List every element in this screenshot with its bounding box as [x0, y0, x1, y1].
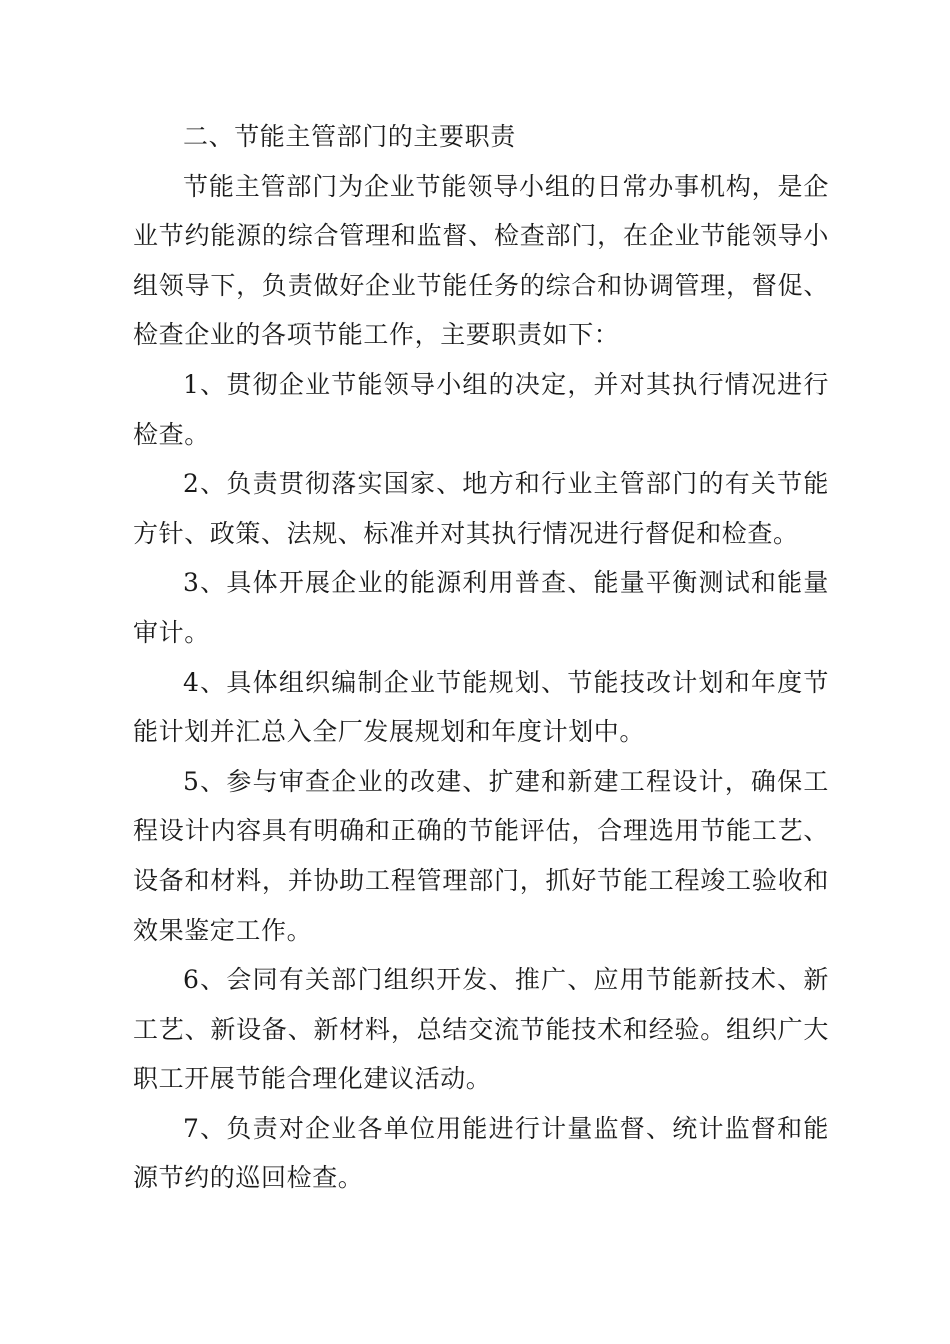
- duty-item-1: 1、贯彻企业节能领导小组的决定，并对其执行情况进行检查。: [133, 369, 829, 449]
- duty-item-5: 5、参与审查企业的改建、扩建和新建工程设计，确保工程设计内容具有明确和正确的节能评估，合理选用节能工艺、设备和材料，并协助工程管理部门，抓好节能工程竣工验收和效果鉴定工作。: [133, 766, 829, 945]
- duty-item-4: 4、具体组织编制企业节能规划、节能技改计划和年度节能计划并汇总入全厂发展规划和年度计划中。: [133, 667, 829, 747]
- duty-item-6: 6、会同有关部门组织开发、推广、应用节能新技术、新工艺、新设备、新材料，总结交流节能技术和经验。组织广大职工开展节能合理化建议活动。: [133, 965, 829, 1094]
- section-heading: 二、节能主管部门的主要职责: [183, 122, 516, 151]
- duty-item-7: 7、负责对企业各单位用能进行计量监督、统计监督和能源节约的巡回检查。: [133, 1113, 829, 1193]
- document-page: [133, 112, 829, 1203]
- intro-paragraph: 节能主管部门为企业节能领导小组的日常办事机构，是企业节约能源的综合管理和监督、检查部门，在企业节能领导小组领导下，负责做好企业节能任务的综合和协调管理，督促、检查企业的各项节能工作，主要职责如下：: [133, 171, 829, 350]
- duty-item-2: 2、负责贯彻落实国家、地方和行业主管部门的有关节能方针、政策、法规、标准并对其执行情况进行督促和检查。: [133, 469, 829, 548]
- duty-item-3: 3、具体开展企业的能源利用普查、能量平衡测试和能量审计。: [133, 568, 829, 647]
